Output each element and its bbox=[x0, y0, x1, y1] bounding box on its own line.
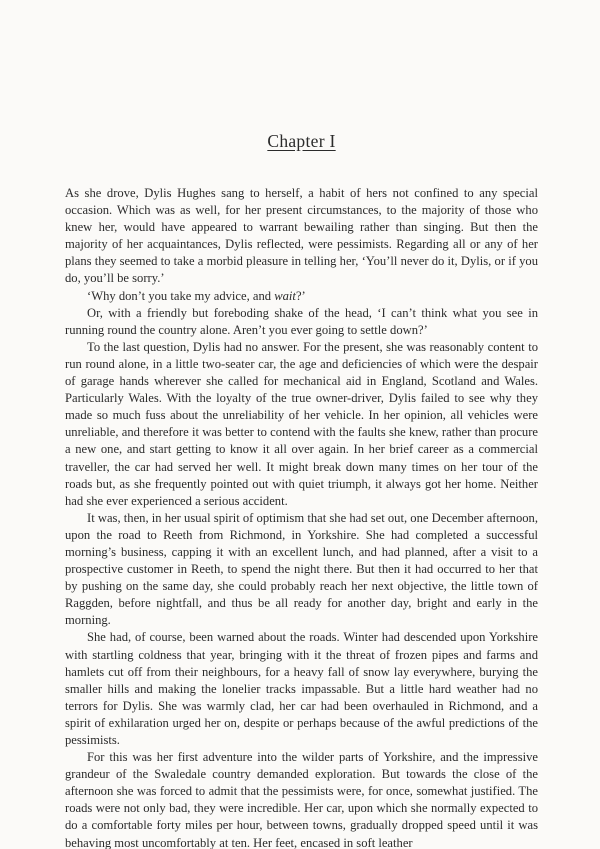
paragraph bbox=[65, 339, 538, 510]
paragraph bbox=[65, 629, 538, 749]
text-run: It was, then, in her usual spirit of optimism that she had set out, one December afternoon, upon the road to Reeth from Richmond, in Yorkshire. She had completed a successful morning’s business, capping it with an excellent lunch, and had planned, after a visit to a prospective customer in Reeth, to spend the night there. But then it had occurred to her that by pushing on the same day, she could probably reach her next objective, the little town of Raggden, before nightfall, and thus be all ready for another day, bright and early in the morning. bbox=[65, 510, 538, 628]
chapter-title bbox=[65, 131, 538, 152]
paragraph bbox=[65, 185, 538, 288]
paragraph bbox=[65, 288, 538, 305]
chapter-title-text: Chapter I bbox=[267, 131, 336, 151]
text-run: For this was her first adventure into the wilder parts of Yorkshire, and the impressive grandeur of the Swaledale country demanded exploration. But towards the close of the afternoon she was forced to admit that the pessimists were, for once, somewhat justified. The roads were not only bad, they were incredible. Her car, upon which she normally expected to do a comfortable forty miles per hour, between towns, gradually dropped speed until it was behaving most uncomfortably at ten. Her feet, encased in soft leather bbox=[65, 750, 538, 849]
paragraph bbox=[65, 749, 538, 849]
text-run: Or, with a friendly but foreboding shake of the head, ‘I can’t think what you see in running round the country alone. Aren’t you ever going to settle down?’ bbox=[65, 305, 538, 337]
body-text bbox=[65, 185, 538, 849]
paragraph bbox=[65, 305, 538, 339]
text-run: To the last question, Dylis had no answer. For the present, she was reasonably content to run round alone, in a little two-seater car, the age and deficiencies of which were the despair of garage hands wherever she called for mechanical aid in England, Scotland and Wales. Particularly Wales. With the loyalty of the true owner-driver, Dylis failed to see why they made so much fuss about the unreliability of her vehicle. In her opinion, all vehicles were unreliable, and therefore it was better to contend with the faults she knew, rather than procure a new one, and start getting to know it all over again. In her brief career as a commercial traveller, the car had served her well. It might break down many times on her tour of the roads but, as she frequently pointed out with quiet triumph, it always got her home. Neither had she ever experienced a serious accident. bbox=[65, 339, 538, 508]
italic-run: wait bbox=[274, 288, 296, 303]
text-run: As she drove, Dylis Hughes sang to herself, a habit of hers not confined to any special occasion. Which was as well, for her present circumstances, to the majority of those who knew her, would have appeared to warrant bewailing rather than singing. But then the majority of her acquaintances, Dylis reflected, were pessimists. Regarding all or any of her plans they seemed to take a morbid pleasure in telling her, ‘You’ll never do it, Dylis, or if you do, you’ll be sorry.’ bbox=[65, 186, 538, 286]
paragraph bbox=[65, 510, 538, 630]
text-run: ‘Why don’t you take my advice, and bbox=[87, 288, 275, 303]
text-run: She had, of course, been warned about the roads. Winter had descended upon Yorkshire with startling coldness that year, bringing with it the threat of frozen pipes and farms and hamlets cut off from their neighbours, for a heavy fall of snow lay everywhere, burying the smaller hills and making the lonelier tracks impassable. But a little hard weather had no terrors for Dylis. She was warmly clad, her car had been overhauled in Richmond, and a spirit of exhilaration urged her on, despite or perhaps because of the awful predictions of the pessimists. bbox=[65, 630, 538, 747]
text-run: ?’ bbox=[295, 288, 306, 303]
